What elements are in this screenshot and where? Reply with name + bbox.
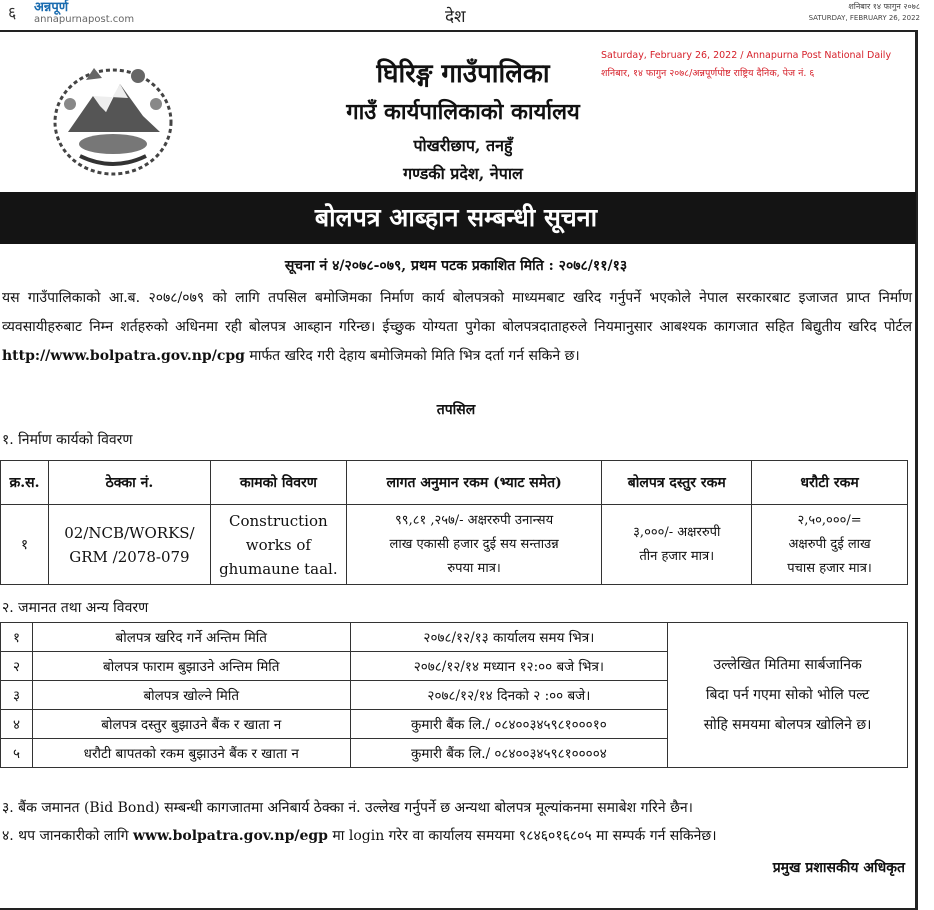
serial-number: २	[1, 652, 33, 681]
holiday-note-line: सोहि समयमा बोलपत्र खोलिने छ।	[703, 717, 872, 733]
schedule-table	[0, 622, 908, 768]
schedule-value: २०७८/१२/१४ मध्यान १२:०० बजे भित्र।	[350, 652, 668, 681]
work-description	[210, 505, 346, 585]
section-name: देश	[445, 7, 466, 27]
schedule-label: बोलपत्र खरिद गर्ने अन्तिम मिति	[32, 623, 350, 652]
body-text-start: यस गाउँपालिकाको आ.ब. २०७८/०७९ को लागि तपसिल बमोजिमका निर्माण कार्य बोलपत्रको माध्यमबाट खरिद गर्नुपर्ने भएकोले नेपाल सरकारबाट इजाजत प्राप्त निर्माण व्यवसायीहरुबाट निम्न शर्तहरुको अधिनमा रही बोलपत्र आब्हान गरिन्छ। ईच्छुक योग्यता पुगेका बोलपत्रदाताहरुले नियमानुसार आबश्यक कागजात सहित बिद्युतीय खरिद पोर्टल	[2, 290, 912, 335]
cost-estimate-line: ९९,८१ ,२५७/- अक्षररुपी उनान्सय	[395, 512, 554, 528]
signatory: प्रमुख प्रशासकीय अधिकृत	[772, 860, 905, 876]
serial-number: १	[1, 505, 49, 585]
publication-stamp-english: Saturday, February 26, 2022 / Annapurna Post National Daily	[601, 50, 892, 61]
schedule-value: २०७८/१२/१४ दिनको २ :०० बजे।	[350, 681, 668, 710]
province-name: गण्डकी प्रदेश, नेपाल	[403, 164, 523, 183]
page-number: ६	[8, 3, 17, 22]
security-deposit-line: २,५०,०००/=	[797, 512, 862, 528]
details-heading: तपसिल	[436, 402, 476, 418]
contract-number	[48, 505, 210, 585]
security-deposit-line: अक्षरुपी दुई लाख	[788, 536, 871, 552]
column-header: धरौटी रकम	[752, 461, 908, 505]
holiday-note-line: उल्लेखित मितिमा सार्बजानिक	[713, 657, 862, 673]
brand-name: अन्नपूर्ण	[34, 0, 69, 15]
body-text-end: मार्फत खरिद गरी देहाय बमोजिमको मिति भित्र दर्ता गर्न सकिने छ।	[244, 348, 580, 364]
brand-url[interactable]: annapurnapost.com	[34, 14, 135, 25]
cost-estimate	[346, 505, 602, 585]
schedule-value: कुमारी बैंक लि./ ०८४००३४५९८१००००४	[350, 739, 668, 768]
column-header: लागत अनुमान रकम (भ्याट समेत)	[346, 461, 602, 505]
egp-portal-link[interactable]: www.bolpatra.gov.np/egp	[132, 828, 328, 844]
section-1-heading: १. निर्माण कार्यको विवरण	[2, 432, 133, 448]
table-header-row	[1, 461, 908, 505]
serial-number: ५	[1, 739, 33, 768]
notice-title: बोलपत्र आब्हान सम्बन्धी सूचना	[0, 192, 916, 244]
cost-estimate-line: रुपया मात्र।	[447, 560, 501, 576]
contact-note-start: ४. थप जानकारीको लागि	[2, 828, 133, 844]
municipality-name: घिरिङ्ग गाउँपालिका	[376, 59, 550, 89]
column-header: क्र.स.	[1, 461, 49, 505]
serial-number: ४	[1, 710, 33, 739]
tender-notice	[0, 30, 918, 910]
schedule-label: बोलपत्र दस्तुर बुझाउने बैंक र खाता न	[32, 710, 350, 739]
security-deposit-line: पचास हजार मात्र।	[787, 560, 872, 576]
bid-fee-line: तीन हजार मात्र।	[639, 548, 715, 564]
work-description-line: ghumaune taal.	[219, 559, 338, 578]
office-location: पोखरीछाप, तनहुँ	[413, 136, 513, 155]
newspaper-header	[0, 0, 934, 30]
schedule-label: बोलपत्र फाराम बुझाउने अन्तिम मिति	[32, 652, 350, 681]
table-row	[1, 505, 908, 585]
contract-number-line: GRM /2078-079	[69, 547, 190, 566]
bid-bond-note: ३. बैंक जमानत (Bid Bond) सम्बन्धी कागजातमा अनिबार्य ठेक्का नं. उल्लेख गर्नुपर्ने छ अन्यथा बोलपत्र मूल्यांकनमा समाबेश गरिने छैन।	[2, 800, 693, 816]
serial-number: ३	[1, 681, 33, 710]
column-header: कामको विवरण	[210, 461, 346, 505]
contact-note	[2, 826, 717, 845]
notice-body	[2, 284, 912, 371]
notice-reference: सूचना नं ४/२०७८-०७९, प्रथम पटक प्रकाशित मिति : २०७८/११/१३	[284, 258, 628, 274]
table-row	[1, 623, 908, 652]
schedule-value: २०७८/१२/१३ कार्यालय समय भित्र।	[350, 623, 668, 652]
office-name: गाउँ कार्यपालिकाको कार्यालय	[346, 99, 580, 125]
schedule-label: बोलपत्र खोल्ने मिति	[32, 681, 350, 710]
cost-estimate-line: लाख एकासी हजार दुई सय सन्ताउन्न	[389, 536, 559, 552]
column-header: ठेक्का नं.	[48, 461, 210, 505]
serial-number: १	[1, 623, 33, 652]
bid-fee	[602, 505, 752, 585]
publication-stamp-nepali: शनिबार, १४ फागुन २०७८/अन्नपूर्णपोष्ट राष्ट्रिय दैनिक, पेज नं. ६	[601, 68, 815, 79]
security-deposit	[752, 505, 908, 585]
schedule-value: कुमारी बैंक लि./ ०८४००३४५९८१०००१०	[350, 710, 668, 739]
holiday-note-line: बिदा पर्न गएमा सोको भोलि पल्ट	[705, 687, 870, 703]
schedule-label: धरौटी बापतको रकम बुझाउने बैंक र खाता न	[32, 739, 350, 768]
construction-work-table	[0, 460, 908, 585]
bid-fee-line: ३,०००/- अक्षररुपी	[633, 524, 721, 540]
contract-number-line: 02/NCB/WORKS/	[64, 523, 195, 542]
holiday-note	[668, 623, 908, 768]
contact-note-end: मा login गरेर वा कार्यालय समयमा ९८४६०१६८०५ मा सम्पर्क गर्न सकिनेछ।	[327, 828, 717, 844]
column-header: बोलपत्र दस्तुर रकम	[602, 461, 752, 505]
work-description-line: Construction	[229, 511, 328, 530]
date-nepali: शनिबार १४ फागुन २०७८	[848, 2, 920, 11]
date-english: SATURDAY, FEBRUARY 26, 2022	[808, 14, 920, 22]
work-description-line: works of	[245, 535, 311, 554]
procurement-portal-link[interactable]: http://www.bolpatra.gov.np/cpg	[2, 348, 245, 364]
section-2-heading: २. जमानत तथा अन्य विवरण	[2, 600, 149, 616]
